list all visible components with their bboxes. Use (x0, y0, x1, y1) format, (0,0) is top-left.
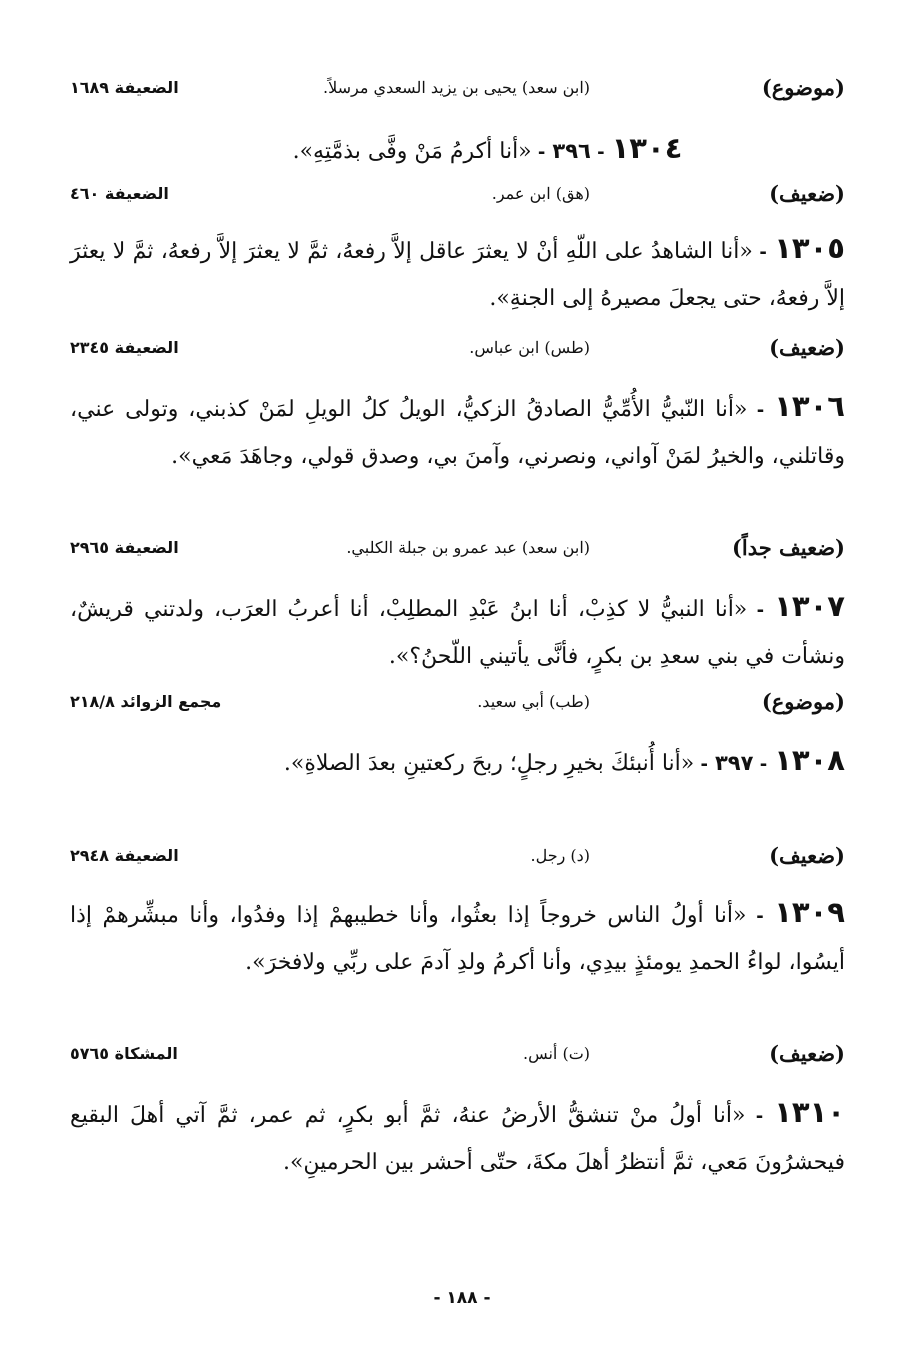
hadith-number: ١٣٠٨ (774, 743, 845, 777)
grade-source: (ابن سعد) يحيى بن يزيد السعدي مرسلاً. (323, 78, 590, 97)
grade-row (70, 1036, 845, 1076)
grade-reference: الضعيفة ٢٩٤٨ (70, 846, 179, 865)
grade-reference: الضعيفة ١٦٨٩ (70, 78, 179, 97)
grade-badge: (ضعيف) (769, 181, 845, 206)
grade-reference: الضعيفة ٢٣٤٥ (70, 338, 179, 357)
grade-source: (طب) أبي سعيد. (477, 692, 590, 711)
separator: - (694, 754, 708, 775)
separator: - (746, 906, 764, 927)
separator: - (531, 142, 546, 163)
separator: - (752, 242, 767, 263)
secondary-number: ٣٩٦ (552, 139, 591, 163)
grade-badge: (ضعيف) (769, 1041, 845, 1066)
hadith-number: ١٣٠٩ (774, 895, 845, 929)
hadith-1310 (70, 1089, 845, 1186)
grade-badge: (موضوع) (761, 75, 845, 100)
grade-source: (ت) أنس. (522, 1044, 590, 1063)
hadith-text: «أنا أكرمُ مَنْ وفَّى بذمَّتِهِ». (292, 139, 532, 164)
grade-row (70, 838, 845, 878)
grade-row (70, 70, 845, 110)
grade-badge: (موضوع) (761, 689, 845, 714)
separator: - (747, 600, 765, 621)
grade-reference: المشكاة ٥٧٦٥ (70, 1044, 178, 1063)
separator: - (590, 142, 605, 163)
grade-badge: (ضعيف) (769, 843, 845, 868)
hadith-number: ١٣٠٤ (611, 131, 683, 165)
secondary-number: ٣٩٧ (714, 751, 754, 775)
hadith-1307 (70, 583, 845, 680)
hadith-text: «أنا أولُ منْ تنشقُّ الأرضُ عنهُ، ثمَّ أبو بكرٍ، ثم عمر، ثمَّ آتي أهلَ البقيع فيحشرُونَ مَعي، ثمَّ أنتظرُ أهلَ مكةَ، حتّى أحشر بين الحرمينِ». (70, 1103, 845, 1175)
hadith-text: «أنا أُنبئكَ بخيرِ رجلٍ؛ ربحَ ركعتينِ بعدَ الصلاةِ». (283, 751, 695, 776)
hadith-text: «أنا النّبيُّ الأُمِّيُّ الصادقُ الزكيُّ، الويلُ كلُ الويلِ لمَنْ كذبني، وتولى عني، وقاتلني، والخيرُ لمَنْ آواني، ونصرني، وآمنَ بي، وصدق قولي، وجاهَدَ مَعي». (70, 397, 845, 469)
grade-row (70, 684, 845, 724)
hadith-number: ١٣٠٥ (774, 231, 845, 265)
grade-badge: (ضعيف) (769, 335, 845, 360)
hadith-text: «أنا النبيُّ لا كذِبْ، أنا ابنُ عَبْدِ المطلِبْ، أنا أعربُ العرَب، ولدتني قريشٌ، ونشأت في بني سعدِ بن بكرٍ، فأنَّى يأتيني اللّحنُ؟». (70, 597, 845, 669)
hadith-1304 (70, 125, 845, 176)
hadith-text: «أنا أولُ الناس خروجاً إذا بعثُوا، وأنا خطيبهمْ إذا وفدُوا، وأنا مبشِّرهمْ إذا أيسُوا، لواءُ الحمدِ يومئذٍ بيدِي، وأنا أكرمُ ولدِ آدمَ على ربِّي ولافخرَ». (70, 903, 845, 975)
grade-row (70, 530, 845, 570)
hadith-1309 (70, 889, 845, 986)
hadith-1308 (70, 737, 845, 788)
grade-reference: الضعيفة ٤٦٠ (70, 184, 169, 203)
grade-reference: مجمع الزوائد ٢١٨/٨ (70, 692, 222, 711)
grade-badge: (ضعيف جداً) (731, 535, 845, 560)
hadith-text: «أنا الشاهدُ على اللّهِ أنْ لا يعثرَ عاقل إلاَّ رفعهُ، ثمَّ لا يعثرَ إلاَّ رفعهُ، ثمَّ لا يعثرَ إلاَّ رفعهُ، حتى يجعلَ مصيرهُ إلى الجنةِ». (70, 239, 845, 311)
grade-source: (هق) ابن عمر. (491, 184, 590, 203)
separator: - (753, 754, 768, 775)
separator: - (747, 400, 765, 421)
grade-row (70, 176, 845, 216)
hadith-number: ١٣٠٧ (774, 589, 845, 623)
grade-reference: الضعيفة ٢٩٦٥ (70, 538, 179, 557)
separator: - (745, 1106, 764, 1127)
grade-source: (د) رجل. (530, 846, 590, 865)
grade-row (70, 330, 845, 370)
hadith-1306 (70, 383, 845, 480)
hadith-number: ١٣٠٦ (774, 389, 846, 423)
hadith-number: ١٣١٠ (774, 1095, 845, 1129)
page-number: - ١٨٨ - (433, 1288, 491, 1308)
grade-source: (طس) ابن عباس. (469, 338, 590, 357)
hadith-1305 (70, 225, 845, 322)
grade-source: (ابن سعد) عبد عمرو بن جبلة الكلبي. (346, 538, 590, 557)
